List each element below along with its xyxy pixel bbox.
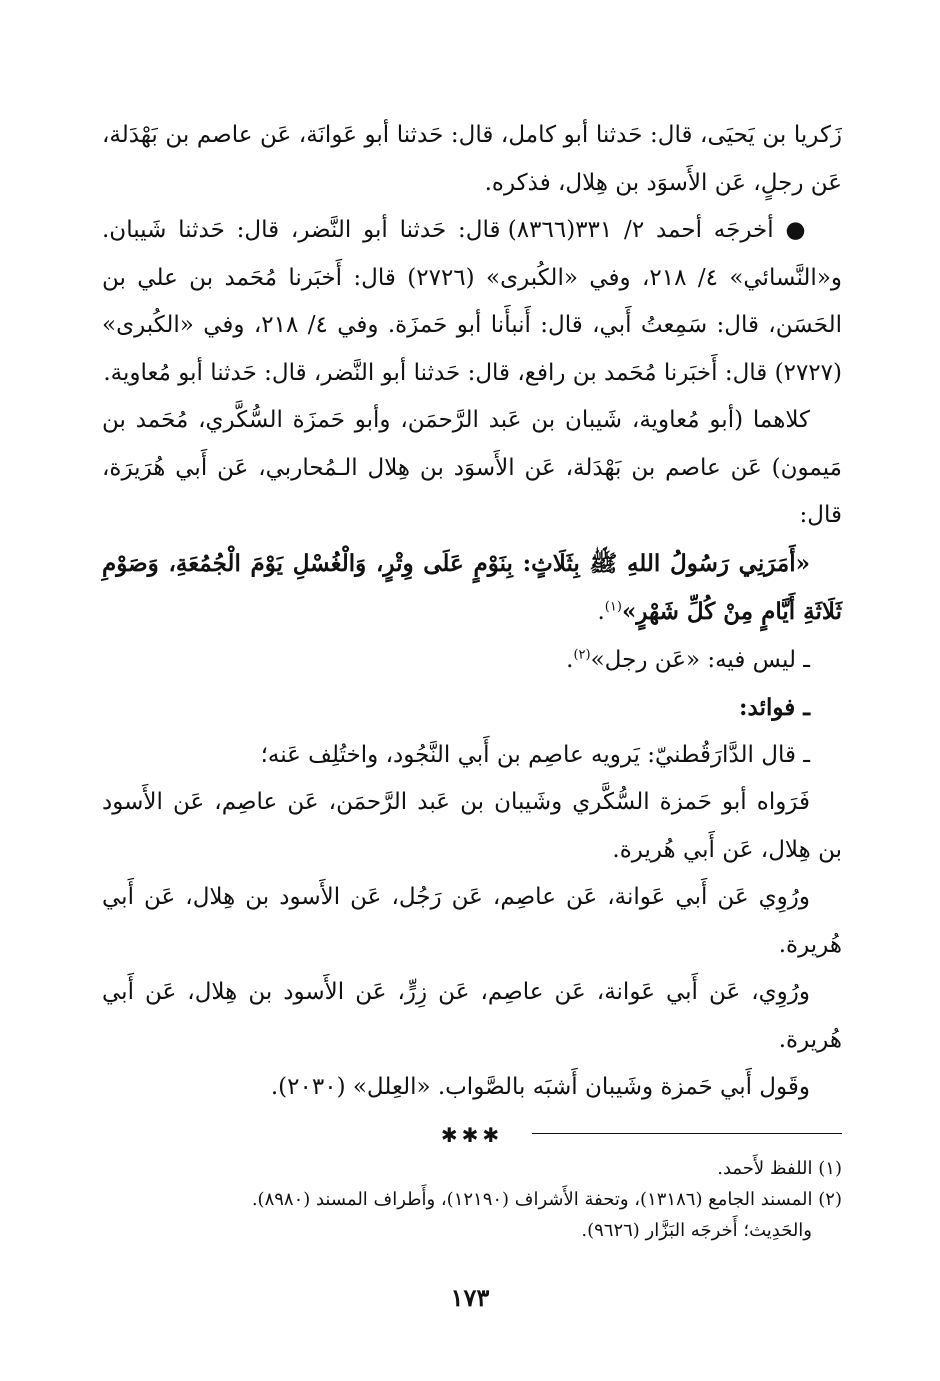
footnote-2: (٢) المسند الجامع (١٣١٨٦)، وتحفة الأَشراف (١٢١٩٠)، وأَطراف المسند (٨٩٨٠).: [251, 1189, 842, 1210]
footnote-separator: [532, 1133, 842, 1134]
paragraph-riwaya-3: ورُوِي، عَن أَبي عَوانة، عَن عاصِم، عَن زِرٍّ، عَن الأَسود بن هِلال، عَن أَبي هُريرة.: [102, 979, 842, 1053]
section-heading-fawaid: ـ فوائد:: [739, 694, 810, 721]
main-text: [102, 112, 842, 1156]
paragraph-isnad-continuation: زَكريا بن يَحيَى، قال: حَدثنا أبو كامل، قال: حَدثنا أبو عَوانَة، عَن عاصم بن بَهْدَلة، عَن رجلٍ، عَن الأَسوَد بن هِلال، فذكره.: [102, 122, 842, 196]
section-divider-stars: ✱✱✱: [440, 1122, 504, 1147]
footnote-1: (١) اللفظ لأَحمد.: [717, 1158, 842, 1179]
paragraph-note: [102, 637, 842, 685]
hadith-end-punct: .: [597, 599, 605, 625]
paragraph-hadith-text: [102, 540, 842, 637]
footnote-ref-2: (٢): [573, 646, 591, 662]
paragraph-narrators: كلاهما (أبو مُعاوية، شَيبان بن عَبد الرَّحمَن، وأبو حَمزَة السُّكَّري، مُحَمد بن مَيمون) عَن عاصم بن بَهْدَلة، عَن الأَسوَد بن هِلال الـمُحاربي، عَن أَبي هُرَيرَة، قال:: [102, 407, 842, 528]
note-end-punct: .: [566, 646, 574, 673]
paragraph-riwaya-2: ورُوِي عَن أَبي عَوانة، عَن عاصِم، عَن رَجُل، عَن الأَسود بن هِلال، عَن أَبي هُريرة.: [102, 884, 842, 958]
note-text: ـ ليس فيه: «عَن رجل»: [590, 646, 810, 673]
paragraph-daraqutni: ـ قال الدَّارَقُطنيّ: يَرويه عاصِم بن أَبي النَّجُود، واختُلِف عَنه؛: [260, 741, 810, 768]
paragraph-conclusion: وقَول أَبي حَمزة وشَيبان أَشبَه بالصَّواب. «العِلل» (٢٠٣٠).: [270, 1074, 810, 1100]
footnotes: [102, 1153, 842, 1246]
footnote-ref-1: (١): [604, 599, 622, 615]
hadith-quote: «أَمَرَنِي رَسُولُ اللهِ ﷺ بِثَلَاثٍ: بِنَوْمٍ عَلَى وِتْرٍ، وَالْغُسْلِ يَوْمَ الْجُمُعَةِ، وَصَوْمِ ثَلَاثَةِ أَيَّامٍ مِنْ كُلِّ شَهْرٍ»: [102, 549, 842, 625]
footnote-2-continuation: والحَدِيث؛ أَخرجَه البَزَّار (٩٦٢٦).: [581, 1220, 812, 1241]
paragraph-takhrij: ● أخرجَه أحمد ٢/ ٣٣١(٨٣٦٦) قال: حَدثنا أبو النَّضر، قال: حَدثنا شَيبان. و«النَّسائي» ٤/ ٢١٨، وفي «الكُبرى» (٢٧٢٦) قال: أَخبَرنا مُحَمد بن علي بن الحَسَن، قال: سَمِعتُ أَبي، قال: أَنبأَنا أبو حَمزَة. وفي ٤/ ٢١٨، وفي «الكُبرى» (٢٧٢٧) قال: أَخبَرنا مُحَمد بن رافع، قال: حَدثنا أبو النَّضر، قال: حَدثنا أبو مُعاوية.: [102, 217, 843, 386]
page-number: ١٧٣: [450, 1283, 490, 1312]
paragraph-riwaya-1: فَرَواه أبو حَمزة السُّكَّري وشَيبان بن عَبد الرَّحمَن، عَن عاصِم، عَن الأَسود بن هِلال، عَن أَبي هُريرة.: [102, 789, 842, 863]
